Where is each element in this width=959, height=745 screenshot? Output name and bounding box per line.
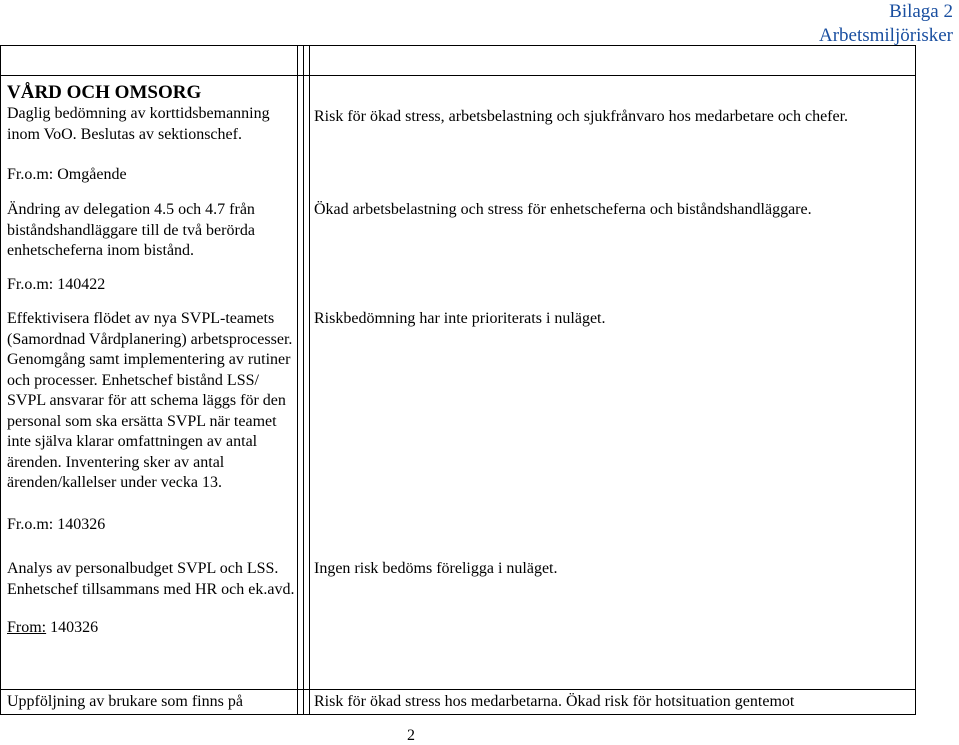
header-row-divider	[0, 75, 916, 76]
column-divider	[309, 45, 310, 715]
risk-text: Risk för ökad stress, arbetsbelastning och sjukfrånvaro hos medarbetare och chefer.	[314, 108, 849, 125]
row-3-action-cell	[7, 309, 297, 535]
document-header	[819, 0, 953, 48]
document-category: Arbetsmiljörisker	[818, 25, 953, 46]
deadline-value: 140326	[46, 619, 99, 636]
action-text: Ändring av delegation 4.5 och 4.7 från biståndshandläggare till de två berörda enhetscheferna inom bistånd.	[7, 201, 255, 259]
risk-text: Ökad arbetsbelastning och stress för enhetscheferna och biståndshandläggare.	[314, 201, 812, 218]
section-title: VÅRD OCH OMSORG	[7, 82, 202, 103]
page-number: 2	[407, 727, 415, 744]
row-4-risk-cell	[314, 559, 914, 580]
row-divider	[0, 689, 916, 690]
row-5-risk-cell	[314, 692, 914, 713]
deadline-text: Fr.o.m: Omgående	[7, 166, 127, 183]
risk-text: Risk för ökad stress hos medarbetarna. Ökad risk för hotsituation gentemot	[314, 693, 795, 710]
row-3-risk-cell	[314, 309, 914, 330]
row-1-risk-cell	[314, 107, 914, 128]
column-divider	[303, 45, 304, 715]
deadline-text: Fr.o.m: 140326	[7, 515, 106, 533]
action-text: Uppföljning av brukare som finns på	[7, 693, 243, 710]
action-text: Analys av personalbudget SVPL och LSS. Enhetschef tillsammans med HR och ek.avd.	[7, 560, 295, 598]
risk-text: Riskbedömning har inte prioriterats i nuläget.	[314, 310, 606, 327]
action-text: Effektivisera flödet av nya SVPL-teamets (Samordnad Vårdplanering) arbetsprocesser. Genomgång samt implementering av rutiner och processer. Enhetschef bistånd LSS/ SVPL ansvarar för att schema läggs för den personal som ska ersätta SVPL när teamet inte själva klarar omfattningen av antal ärenden. Inventering sker av antal ärenden/kallelser under vecka 13.	[7, 310, 293, 491]
row-4-action-cell	[7, 559, 297, 639]
deadline-text: Fr.o.m: 140422	[7, 275, 106, 293]
row-5-action-cell	[7, 692, 297, 713]
row-2-action-cell	[7, 200, 297, 295]
row-2-risk-cell	[314, 200, 914, 221]
risk-text: Ingen risk bedöms föreligga i nuläget.	[314, 560, 558, 577]
deadline-text	[7, 618, 297, 639]
deadline-label: From:	[7, 619, 47, 636]
column-divider	[297, 45, 298, 715]
action-text: Daglig bedömning av korttidsbemanning inom VoO. Beslutas av sektionschef.	[7, 105, 270, 143]
row-1-action-cell	[7, 82, 297, 186]
attachment-label: Bilaga 2	[889, 1, 953, 22]
